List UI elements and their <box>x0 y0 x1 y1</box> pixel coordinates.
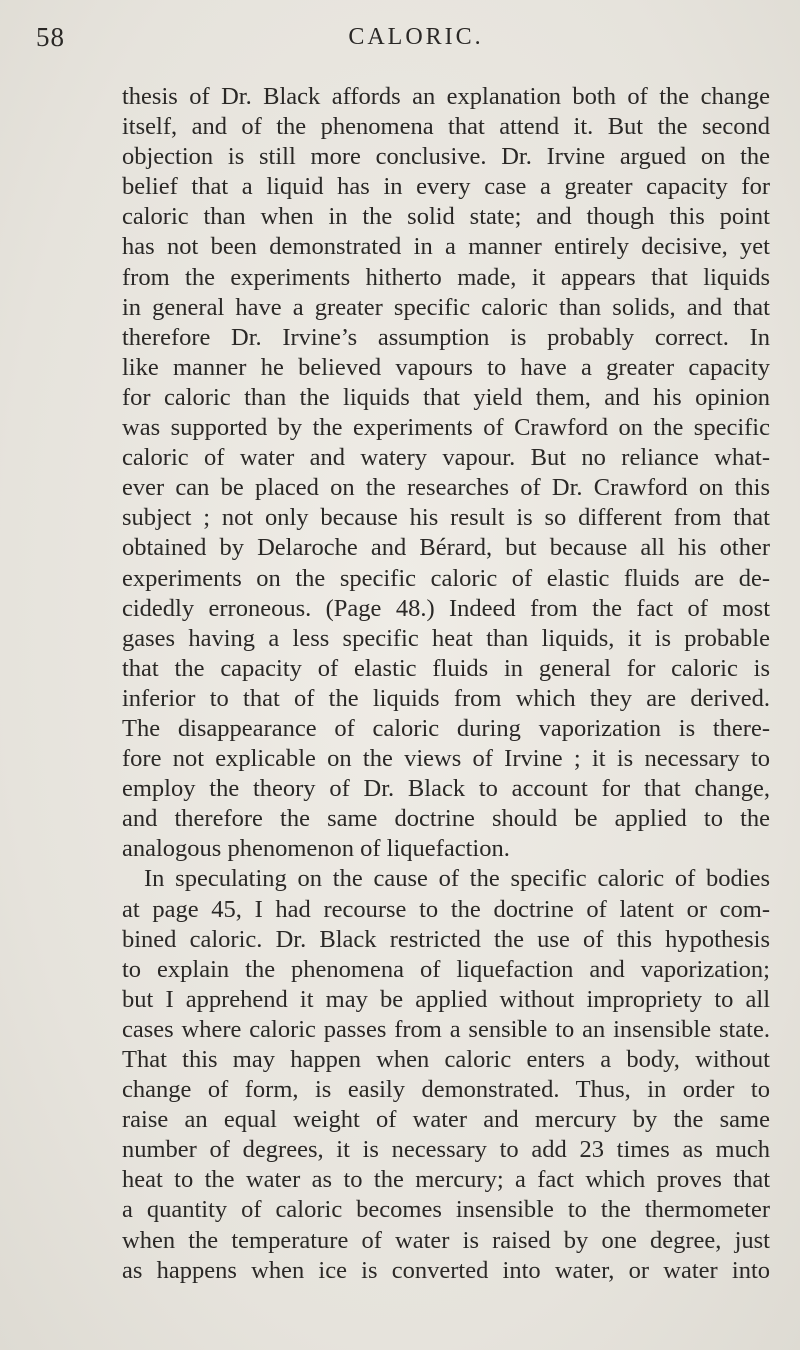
text-line: subject ; not only because his result is so different from that <box>122 504 770 532</box>
text-line: number of degrees, it is necessary to add 23 times as much <box>122 1136 770 1164</box>
text-line: in general have a greater specific caloric than solids, and that <box>122 293 770 321</box>
text-line: caloric of water and watery vapour. But no reliance what- <box>122 444 770 472</box>
text-line: employ the theory of Dr. Black to account for that change, <box>122 775 770 803</box>
text-line: belief that a liquid has in every case a greater capacity for <box>122 173 770 201</box>
text-line: ever can be placed on the researches of Dr. Crawford on this <box>122 474 770 502</box>
text-line: caloric than when in the solid state; and though this point <box>122 203 770 231</box>
text-line: cidedly erroneous. (Page 48.) Indeed from the fact of most <box>122 594 770 622</box>
text-line: bined caloric. Dr. Black restricted the use of this hypothesis <box>122 925 770 953</box>
text-line: like manner he believed vapours to have a greater capacity <box>122 353 770 381</box>
text-line: a quantity of caloric becomes insensible to the thermometer <box>122 1196 770 1224</box>
paragraph-start-line: In speculating on the cause of the specific caloric of bodies <box>144 865 770 893</box>
text-line: as happens when ice is converted into water, or water into <box>122 1256 770 1284</box>
text-line: and therefore the same doctrine should be applied to the <box>122 805 770 833</box>
text-line: itself, and of the phenomena that attend it. But the second <box>122 113 770 141</box>
text-line: The disappearance of caloric during vaporization is there- <box>122 714 770 742</box>
text-line: but I apprehend it may be applied without impropriety to all <box>122 985 770 1013</box>
text-line: gases having a less specific heat than liquids, it is probable <box>122 624 770 652</box>
text-line: That this may happen when caloric enters a body, without <box>122 1046 770 1073</box>
text-line: heat to the water as to the mercury; a fact which proves that <box>122 1166 770 1194</box>
text-line: has not been demonstrated in a manner entirely decisive, yet <box>122 233 770 261</box>
text-line: cases where caloric passes from a sensible to an insensible state. <box>122 1015 770 1043</box>
running-title: CALORIC. <box>348 24 484 50</box>
text-line: at page 45, I had recourse to the doctrine of latent or com- <box>122 895 770 923</box>
text-line: when the temperature of water is raised by one degree, just <box>122 1226 770 1254</box>
text-line: therefore Dr. Irvine’s assumption is probably correct. In <box>122 323 770 351</box>
text-line: inferior to that of the liquids from which they are derived. <box>122 684 770 712</box>
text-line: for caloric than the liquids that yield them, and his opinion <box>122 383 770 411</box>
text-line: raise an equal weight of water and mercury by the same <box>122 1106 770 1134</box>
body-text <box>122 82 770 1286</box>
text-line: thesis of Dr. Black affords an explanation both of the change <box>122 83 770 110</box>
text-line: was supported by the experiments of Crawford on the specific <box>122 414 770 442</box>
text-line: to explain the phenomena of liquefaction and vaporization; <box>122 955 770 983</box>
text-line: that the capacity of elastic fluids in general for caloric is <box>122 654 770 682</box>
page-number: 58 <box>36 22 65 52</box>
text-line: change of form, is easily demonstrated. Thus, in order to <box>122 1076 770 1104</box>
text-line: experiments on the specific caloric of elastic fluids are de- <box>122 564 770 592</box>
text-line: fore not explicable on the views of Irvine ; it is necessary to <box>122 745 770 773</box>
text-line: obtained by Delaroche and Bérard, but because all his other <box>122 534 770 562</box>
text-line: objection is still more conclusive. Dr. Irvine argued on the <box>122 143 770 171</box>
paragraph-end-line: analogous phenomenon of liquefaction. <box>122 835 510 863</box>
text-line: from the experiments hitherto made, it appears that liquids <box>122 263 770 291</box>
running-head <box>36 22 766 62</box>
